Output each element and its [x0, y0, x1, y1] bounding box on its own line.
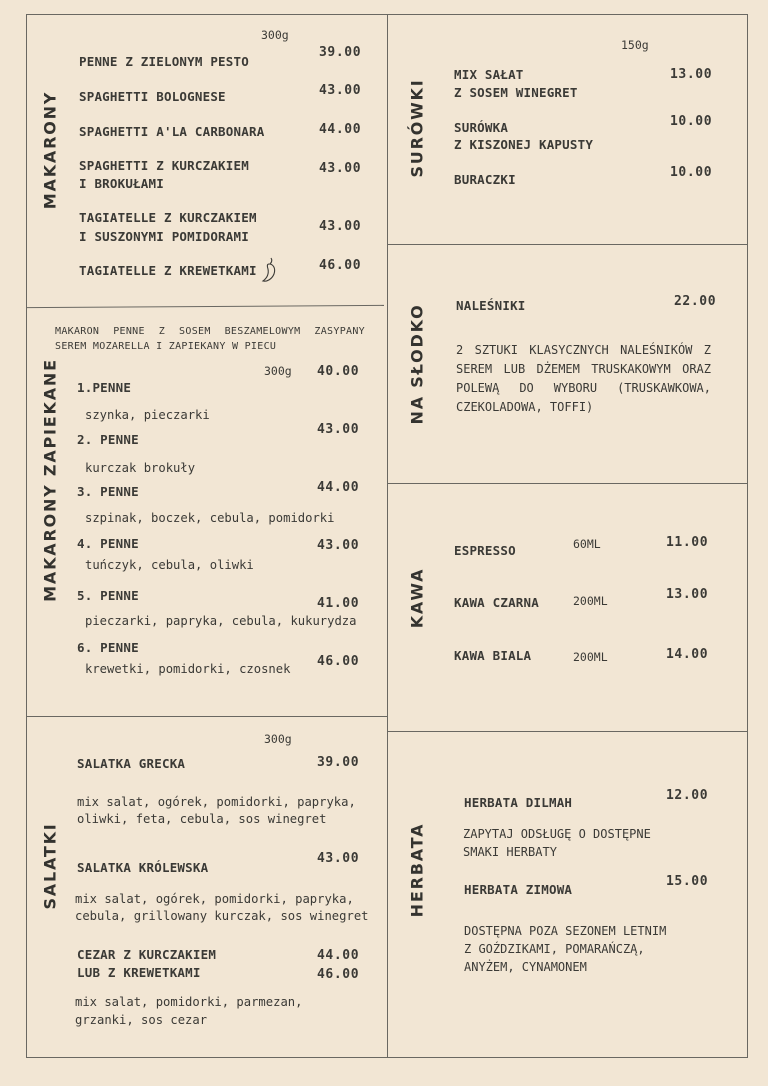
menu-item-price: 14.00	[666, 647, 709, 662]
menu-item-name: PENNE Z ZIELONYM PESTO	[79, 54, 249, 69]
weight-label: 300g	[261, 28, 289, 42]
menu-item-desc: DOSTĘPNA POZA SEZONEM LETNIM	[464, 924, 667, 938]
menu-item-name: 4. PENNE	[77, 536, 139, 551]
menu-item-price: 10.00	[670, 165, 713, 180]
menu-item-name-line2: Z KISZONEJ KAPUSTY	[454, 137, 594, 152]
menu-item-desc: 2 SZTUKI KLASYCZNYCH NALEŚNIKÓW Z	[456, 343, 711, 357]
divider-na-slodko	[387, 483, 748, 484]
menu-item-name: 2. PENNE	[77, 432, 139, 447]
section-title-herbata: HERBATA	[407, 822, 427, 918]
menu-item-desc: krewetki, pomidorki, czosnek	[85, 662, 291, 676]
menu-item-name: SPAGHETTI BOLOGNESE	[79, 89, 226, 104]
menu-item-desc-line4: CZEKOLADOWA, TOFFI)	[456, 400, 594, 414]
menu-item-name: 1.PENNE	[77, 380, 132, 395]
menu-item-price: 11.00	[666, 535, 709, 550]
menu-item-desc-line3: POLEWĄ DO WYBORU (TRUSKAWKOWA,	[456, 381, 711, 395]
menu-item-name: 3. PENNE	[77, 484, 139, 499]
menu-item-name-line2: I SUSZONYMI POMIDORAMI	[79, 229, 249, 244]
menu-item-name: BURACZKI	[454, 172, 516, 187]
menu-item-price: 22.00	[674, 294, 717, 309]
menu-item-name: TAGIATELLE Z KURCZAKIEM	[79, 210, 257, 225]
menu-item-price: 10.00	[670, 114, 713, 129]
menu-item-name: SPAGHETTI Z KURCZAKIEM	[79, 158, 249, 173]
section-title-surowki: SURÓWKI	[407, 78, 427, 178]
weight-label: 300g	[264, 364, 292, 378]
section-title-kawa: KAWA	[407, 567, 427, 629]
section-title-na-slodko: NA SŁODKO	[407, 303, 427, 425]
section-title-zapiekane: MAKARONY ZAPIEKANE	[40, 358, 60, 602]
menu-item-name: SALATKA GRECKA	[77, 756, 186, 771]
menu-item-desc: szpinak, boczek, cebula, pomidorki	[85, 511, 335, 525]
weight-label: 150g	[621, 38, 649, 52]
menu-item-name: CEZAR Z KURCZAKIEM	[77, 947, 217, 962]
menu-item-desc: tuńczyk, cebula, oliwki	[85, 558, 254, 572]
menu-item-desc-line3: ANYŻEM, CYNAMONEM	[464, 960, 587, 974]
menu-item-name: SALATKA KRÓLEWSKA	[77, 860, 209, 875]
section-title-makarony: MAKARONY	[40, 90, 60, 210]
menu-item-price: 44.00	[317, 948, 360, 963]
menu-item-price: 44.00	[319, 122, 362, 137]
menu-item-price: 12.00	[666, 788, 709, 803]
menu-item-price-2: 46.00	[317, 967, 360, 982]
menu-item-price: 43.00	[319, 83, 362, 98]
menu-item-name: SURÓWKA	[454, 120, 509, 135]
section-intro-line2: SEREM MOZARELLA I ZAPIEKANY W PIECU	[55, 341, 277, 352]
menu-item-name: KAWA CZARNA	[454, 595, 539, 610]
menu-item-price: 43.00	[317, 422, 360, 437]
menu-item-name-line2: Z SOSEM WINEGRET	[454, 85, 578, 100]
menu-item-desc-line2: Z GOŹDZIKAMI, POMARAŃCZĄ,	[464, 942, 645, 956]
menu-item-desc-line2: SEREM LUB DŻEMEM TRUSKAKOWYM ORAZ	[456, 362, 711, 376]
weight-label: 300g	[264, 732, 292, 746]
menu-item-name: ESPRESSO	[454, 543, 516, 558]
menu-item-size: 60ML	[573, 537, 601, 551]
divider-kawa	[387, 731, 748, 732]
menu-item-price: 46.00	[317, 654, 360, 669]
menu-item-name: KAWA BIALA	[454, 648, 532, 663]
menu-item-desc: szynka, pieczarki	[85, 408, 210, 422]
menu-item-price: 43.00	[317, 851, 360, 866]
menu-item-desc-line2: oliwki, feta, cebula, sos winegret	[77, 812, 327, 826]
menu-item-desc: mix salat, ogórek, pomidorki, papryka,	[75, 892, 354, 906]
menu-item-desc: ZAPYTAJ ODSŁUGĘ O DOSTĘPNE	[463, 827, 651, 841]
menu-item-name: TAGIATELLE Z KREWETKAMI	[79, 263, 257, 278]
menu-item-desc: kurczak brokuły	[85, 461, 196, 475]
menu-item-name: MIX SAŁAT	[454, 67, 524, 82]
menu-item-price: 43.00	[319, 219, 362, 234]
menu-item-name: 6. PENNE	[77, 640, 139, 655]
divider-surowki	[387, 244, 748, 245]
menu-item-name: NALEŚNIKI	[456, 298, 526, 313]
column-divider	[387, 14, 388, 1058]
section-intro: MAKARON PENNE Z SOSEM BESZAMELOWYM ZASYPANY	[55, 326, 365, 337]
menu-item-name-line2: I BROKUŁAMI	[79, 176, 164, 191]
menu-item-price: 43.00	[319, 161, 362, 176]
menu-item-name: HERBATA ZIMOWA	[464, 882, 573, 897]
menu-item-desc-line2: SMAKI HERBATY	[463, 845, 557, 859]
menu-item-price: 13.00	[670, 67, 713, 82]
menu-item-size: 200ML	[573, 594, 608, 608]
menu-item-price: 39.00	[319, 45, 362, 60]
menu-item-desc-line2: cebula, grillowany kurczak, sos winegret	[75, 909, 369, 923]
menu-item-desc-line2: grzanki, sos cezar	[75, 1013, 208, 1027]
menu-item-name: SPAGHETTI A'LA CARBONARA	[79, 124, 265, 139]
menu-item-price: 13.00	[666, 587, 709, 602]
menu-item-desc: pieczarki, papryka, cebula, kukurydza	[85, 614, 357, 628]
menu-item-price: 43.00	[317, 538, 360, 553]
section-title-salatki: SALATKI	[40, 822, 60, 910]
divider-zapiekane	[26, 716, 387, 717]
menu-item-price: 44.00	[317, 480, 360, 495]
menu-item-price: 41.00	[317, 596, 360, 611]
menu-item-price: 40.00	[317, 364, 360, 379]
menu-item-name: 5. PENNE	[77, 588, 139, 603]
menu-item-price: 39.00	[317, 755, 360, 770]
menu-item-desc: mix salat, pomidorki, parmezan,	[75, 995, 303, 1009]
menu-item-name: HERBATA DILMAH	[464, 795, 573, 810]
menu-item-desc: mix salat, ogórek, pomidorki, papryka,	[77, 795, 356, 809]
menu-item-size: 200ML	[573, 650, 608, 664]
menu-item-name-line2: LUB Z KREWETKAMI	[77, 965, 201, 980]
menu-item-price: 15.00	[666, 874, 709, 889]
chili-pepper-icon	[260, 256, 280, 284]
menu-item-price: 46.00	[319, 258, 362, 273]
